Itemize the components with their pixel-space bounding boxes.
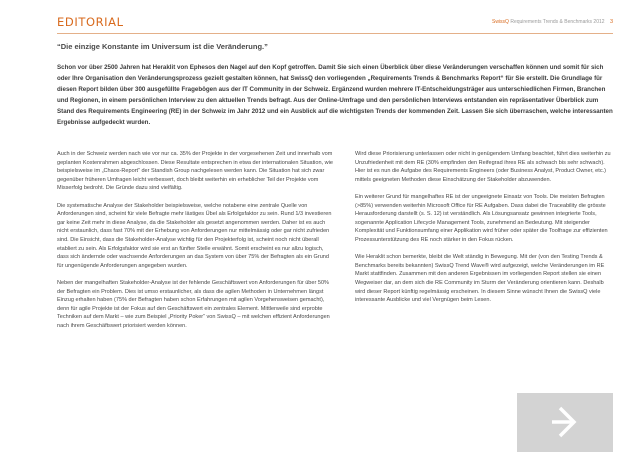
body-paragraph: Wird diese Priorisierung unterlassen oder nicht in genügendem Umfang beachtet, führt dies weiterhin zu Unzufriedenheit mit dem RE (30% empfinden den Reifegrad ihres RE als schwach bis sehr schwach). Hier ist es nun die Aufgabe des Requirements Engineers (oder Business Analyst, Product Owner, etc.) mittels geeigneten Methoden diese Einschätzung der Stakeholder abzuwenden. xyxy=(355,151,611,183)
running-header xyxy=(492,19,613,25)
page-header xyxy=(57,14,613,34)
brand-name: SwissQ xyxy=(491,19,509,25)
right-column xyxy=(355,150,613,313)
arrow-right-icon xyxy=(550,405,580,439)
publication-title: Requirements Trends & Benchmarks 2012 xyxy=(510,19,605,25)
lead-paragraph: Schon vor über 2500 Jahren hat Heraklit von Ephesos den Nagel auf den Kopf getroffen. Damit Sie sich einen Überblick über diese Veränderungen verschaffen können und somit für sich oder Ihre Organisation den Veränderungsprozess gezielt gestalten können, hat SwissQ den vorliegenden „Requirements Trends & Benchmarks Report“ für Sie erstellt. Die Grundlage für diesen Report bilden über 300 ausgefüllte Fragebögen aus der IT Community in der Schweiz. Ergänzend wurden mehrere IT-Entscheidungsträger aus unterschiedlichen Firmen, Branchen und Regionen, in einem persönlichen Interview zu den aktuellen Trends befragt. Aus der Online-Umfrage und den persönlichen Interviews entstanden ein repräsentativer Überblick zum Stand des Requirements Engineering (RE) in der Schweiz im Jahr 2012 und ein Ausblick auf die wichtigsten Trends der kommenden Zeit. Lassen Sie sich überraschen, welche interessanten Ergebnisse aufgedeckt wurden. xyxy=(57,64,613,126)
section-title: EDITORIAL xyxy=(57,15,124,29)
epigraph-quote: “Die einzige Konstante im Universum ist die Veränderung.” xyxy=(57,42,268,51)
body-paragraph: Wie Heraklit schon bemerkte, bleibt die Welt ständig in Bewegung. Mit der (von den Testing Trends & Benchmarks bereits bekannten) SwissQ Trend Wave® wird aufgezeigt, welche Veränderungen im RE Markt stattfinden. Zusammen mit den anderen Ergebnissen im vorliegenden Report stellen sie einen Wegweiser dar, an dem sich die RE Community im Sturm der Veränderung orientieren kann. Deshalb wird dieser Report künftig regelmässig erscheinen. In diesem Sinne wünscht Ihnen die SwissQ viele interessante Ausblicke und viel Vergnügen beim Lesen. xyxy=(355,254,605,304)
left-column xyxy=(57,150,335,339)
page-number: 3 xyxy=(609,19,613,25)
next-page-button[interactable] xyxy=(517,393,613,452)
body-paragraph: Auch in der Schweiz werden nach wie vor nur ca. 35% der Projekte in der vorgesehenen Zeit und innerhalb vom geplanten Kostenrahmen abgeschlossen. Diese Resultate entsprechen in etwa der internationalen Situation, wie beispielsweise im „Chaos-Report“ der Standish Group nachgelesen werden kann. Die Situation hat sich zwar gegenüber früheren Umfragen leicht verbessert, doch bleibt weiterhin ein erheblicher Teil der Projekte vom Misserfolg bedroht. Die Gründe dazu sind vielfältig. xyxy=(57,151,333,192)
body-paragraph: Ein weiterer Grund für mangelhaftes RE ist der ungeeignete Einsatz von Tools. Die meisten Befragten (>85%) verwenden weiterhin Microsoft Office für RE Aufgaben. Dass dabei die Traceability die grösste Herausforderung darstellt (s. S. 12) ist verständlich. Als Lösungsansatz gewinnen integrierte Tools, sogenannte Application Lifecycle Management Tools, zunehmend an Bedeutung. Mit steigender Komplexität und Funktionsumfang einer Applikation wird früher oder später die Toolfrage zur effizienten Prozessunterstützung des RE noch stärker in den Fokus rücken. xyxy=(355,193,608,243)
body-paragraph: Die systematische Analyse der Stakeholder beispielsweise, welche notabene eine zentrale Quelle von Anforderungen sind, scheint für viele Befragte mehr lästiges Übel als Erfolgsfaktor zu sein. Rund 1/3 investieren gar keine Zeit mehr in diese Analyse, da die Stakeholder als gesetzt angenommen werden. Daher ist es auch nicht erstaunlich, dass fast 70% mit der Erhebung von Anforderungen nur mittelmässig oder gar nicht zufrieden sind. Die Einsicht, dass die Stakeholder-Analyse wichtig für den Projekterfolg ist, scheint noch nicht überall etabliert zu sein. Als Erfolgsfaktor wird sie erst an fünfter Stelle erwähnt. Somit erscheint es nur allzu logisch, dass sich ändernde oder wachsende Anforderungen an das System von über 75% der Befragten als ein Grund für ungenügende Anforderungen angegeben wurden. xyxy=(57,202,332,269)
body-paragraph: Neben der mangelhaften Stakeholder-Analyse ist der fehlende Geschäftswert von Anforderungen für über 50% der Befragten ein Problem. Dies ist umso erstaunlicher, als dass die agilen Methoden in Unternehmen längst Einzug erhalten haben (75% der Befragten haben schon Erfahrungen mit agilen Vorgehensweisen gemacht), denn für agile Projekte ist der Fokus auf den Geschäftswert ein zentrales Element. Mittlerweile sind erprobte Techniken auf dem Markt – wie zum Beispiel „Priority Poker“ von SwissQ – mit welchen effizient Anforderungen nach ihrem Geschäftswert priorisiert werden können. xyxy=(57,279,330,329)
header-divider xyxy=(57,33,613,34)
